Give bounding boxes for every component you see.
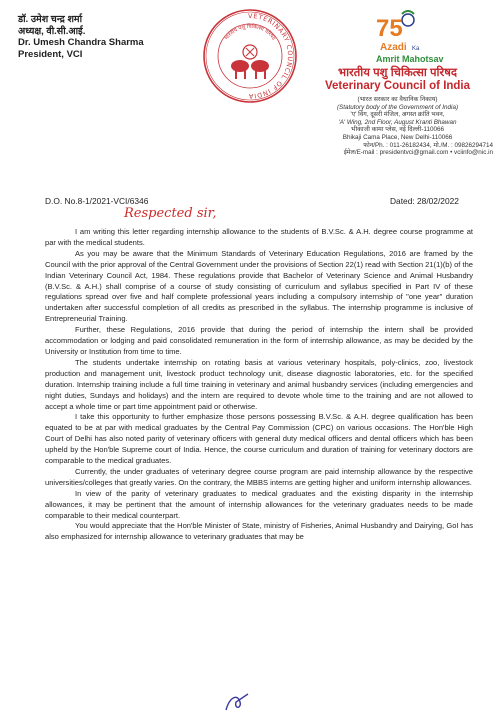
handwritten-flourish-mark bbox=[218, 690, 258, 714]
seal-inner-text: भारतीय पशु चिकित्सा परिषद bbox=[223, 23, 277, 42]
address-hindi-line1: 'ए' विंग, दूसरी मंजिल, अगस्त क्रांति भवन, bbox=[350, 111, 445, 119]
logo-number: 75 bbox=[376, 15, 403, 42]
signatory-name-english: Dr. Umesh Chandra Sharma bbox=[18, 37, 144, 49]
address-english-line2: Bhikaji Cama Place, New Delhi-110066 bbox=[342, 133, 453, 141]
salutation: Respected sir, bbox=[124, 206, 217, 221]
signatory-title-english: President, VCI bbox=[18, 48, 83, 60]
paragraph: In view of the parity of veterinary graduates to medical graduates and the existing disparity in the internship allowances, it may be pertinent that the amount of internship allowances for the veterinary graduates needs to be made comparable to their medical counterpart. bbox=[45, 488, 473, 520]
council-name-block bbox=[300, 67, 495, 93]
letter-body bbox=[45, 227, 473, 543]
paragraph: I am writing this letter regarding internship allowance to the students of B.V.Sc. & A.H. degree course programme at par with the medical students. bbox=[45, 227, 473, 247]
status-english: (Statutory body of the Government of India) bbox=[336, 103, 459, 111]
logo-azadi-text: Azadi bbox=[380, 42, 407, 53]
paragraph: As you may be aware that the Minimum Standards of Veterinary Education Regulations, 2016 are framed by the Council with the prior approval of the Central Government under the provisions of Section 22(1) read with Section 21(1)(b) of the Indian Veterinary Council Act, 1984. These regulations provide that Bachelor of Veterinary Science and Animal Husbandry (B.V.Sc. & A.H.) shall comprise of a course of study consisting of curriculum and syllabus specified in Part IV of these regulations spread over five and half complete professional years including a compulsory internship of "one year" duration undertaken after successful completion of all credits as prescribed in the syllabus. The internship programme is inclusive of Entrepreneurial Training. bbox=[45, 248, 473, 324]
phone-line: फोन/Ph. : 011-26182434, मो./M. : 09826294714 bbox=[363, 141, 493, 149]
seal-animal-emblem bbox=[231, 45, 269, 79]
signatory-block bbox=[18, 14, 144, 60]
svg-text:भारतीय पशु चिकित्सा परिषद bbox=[224, 23, 277, 42]
paragraph: Further, these Regulations, 2016 provide that during the period of internship the intern shall be provided accommodation or lodging and paid consolidated remuneration in the form of internship allowance, as may be decided by the University or Institution from time to time. bbox=[45, 325, 473, 356]
council-name-english: Veterinary Council of India bbox=[324, 80, 471, 92]
signatory-title-hindi: अध्यक्ष, वी.सी.आई. bbox=[18, 25, 86, 37]
email-line: ईमेल/E-mail : presidentvci@gmail.com • vciinfo@nic.in bbox=[343, 149, 493, 157]
council-seal bbox=[200, 6, 300, 106]
council-name-hindi: भारतीय पशु चिकित्सा परिषद bbox=[337, 67, 457, 79]
council-address bbox=[300, 96, 495, 157]
logo-chakra-icon bbox=[402, 14, 414, 26]
address-hindi-line2: भीकाजी कामा प्लेस, नई दिल्ली-110066 bbox=[351, 126, 444, 134]
address-english-line1: 'A' Wing, 2nd Floor, August Kranti Bhawan bbox=[338, 118, 457, 126]
paragraph: Currently, the under graduates of veterinary degree course program are paid internship allowance by the respective universities/colleges that greatly varies. On the contrary, the MBBS interns are getting higher and uniform internship allowances. bbox=[45, 466, 473, 487]
logo-amrit-mahotsav-text: Amrit Mahotsav bbox=[376, 54, 444, 64]
seal-outer-text: VETERINARY COUNCIL OF INDIA bbox=[247, 11, 295, 101]
paragraph: I take this opportunity to further emphasize those persons possessing B.V.Sc. & A.H. degree qualification has been equated to be at par with medical graduates by the Central Pay Commission (CPC) on various occasions. The Hon'ble High Court of Delhi has also noted parity of veterinary officers with general duty medical officers and dental officers which has been upheld by the Hon'ble Supreme court of India. Hence, the course curriculum and duration of training for veterinary doctors are comparable to the medical graduates. bbox=[45, 412, 473, 466]
logo-ka-text: Ka bbox=[412, 46, 420, 52]
reference-number: D.O. No.8-1/2021-VCI/6346 bbox=[45, 196, 149, 206]
paragraph: The students undertake internship on rotating basis at various veterinary hospitals, poly-clinics, zoo, livestock production and management unit, livestock product technology unit, disease diagnostic laboratories, etc. for the specified duration. Internship training include a full time training in veterinary and animal husbandry services (including emergencies and night duties, Sundays and holidays) and the intern are required to devote whole time to the training and are not allowed to accept a whole time or part time appointment paid or otherwise. bbox=[45, 357, 473, 411]
status-hindi: (भारत सरकार का वैधानिक निकाय) bbox=[357, 96, 438, 103]
paragraph: You would appreciate that the Hon'ble Minister of State, ministry of Fisheries, Animal Husbandry and Dairying, GoI has also emphasized for internship allowance to veterinary graduates that may be bbox=[45, 521, 473, 542]
signatory-name-hindi: डॉ. उमेश चन्द्र शर्मा bbox=[18, 14, 83, 25]
letter-date: Dated: 28/02/2022 bbox=[390, 196, 459, 206]
azadi-ka-amrit-mahotsav-logo bbox=[372, 10, 450, 68]
